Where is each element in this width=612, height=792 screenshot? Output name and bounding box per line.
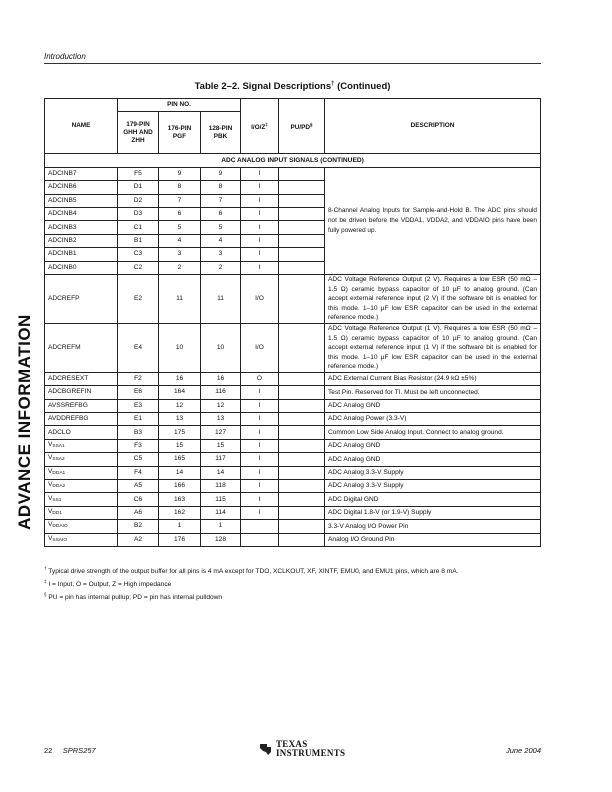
table-row xyxy=(45,453,541,466)
pupd xyxy=(279,323,325,372)
table-row xyxy=(45,167,541,180)
pupd xyxy=(279,413,325,426)
pupd xyxy=(279,372,325,385)
table-title-suffix: (Continued) xyxy=(334,81,391,93)
io-type: I xyxy=(241,386,279,399)
io-type: I xyxy=(241,453,279,466)
signal-name-text: V xyxy=(48,521,53,529)
pin-176: 16 xyxy=(159,372,201,385)
pin-179: E6 xyxy=(118,386,159,399)
pupd xyxy=(279,194,325,207)
col-pupd-mark: § xyxy=(310,121,313,127)
signal-name: ADCINB7 xyxy=(45,167,118,180)
signal-name-subscript: SSA1 xyxy=(52,444,65,450)
pin-179: C2 xyxy=(118,261,159,274)
signal-name xyxy=(45,480,118,493)
io-type xyxy=(241,533,279,546)
signal-name-text: V xyxy=(48,454,53,462)
pin-176: 3 xyxy=(159,248,201,261)
pupd xyxy=(279,506,325,519)
pupd xyxy=(279,439,325,452)
pupd xyxy=(279,167,325,180)
signal-description: ADC Analog GND xyxy=(325,399,541,412)
pin-176: 1 xyxy=(159,520,201,533)
col-pupd xyxy=(279,99,325,154)
signal-name-subscript: DDA2 xyxy=(52,484,66,490)
table-row xyxy=(45,323,541,372)
pin-179: D1 xyxy=(118,181,159,194)
signal-description: 3.3-V Analog I/O Power Pin xyxy=(325,520,541,533)
col-io-mark: ‡ xyxy=(265,121,268,127)
signal-name-text: AVDDREFBG xyxy=(48,415,89,423)
pupd xyxy=(279,533,325,546)
pin-179: E2 xyxy=(118,274,159,323)
pin-176: 176 xyxy=(159,533,201,546)
pin-176: 162 xyxy=(159,506,201,519)
pin-179: B2 xyxy=(118,520,159,533)
io-type: I xyxy=(241,234,279,247)
col-pupd-label: PU/PD xyxy=(290,123,310,131)
signal-name-text: V xyxy=(48,534,53,542)
pin-176: 13 xyxy=(159,413,201,426)
pupd xyxy=(279,493,325,506)
signal-name xyxy=(45,399,118,412)
pin-128: 118 xyxy=(201,480,241,493)
page-number: 22 xyxy=(44,746,53,755)
pupd xyxy=(279,466,325,479)
footnote xyxy=(44,577,458,590)
signal-name xyxy=(45,506,118,519)
pupd xyxy=(279,207,325,220)
footnote xyxy=(44,564,458,577)
table-row xyxy=(45,386,541,399)
col-pin-no: PIN NO. xyxy=(118,99,241,112)
pin-128: 5 xyxy=(201,221,241,234)
signal-description: ADC Analog GND xyxy=(325,453,541,466)
pupd xyxy=(279,181,325,194)
signal-name-text: ADCREFP xyxy=(48,294,80,302)
signal-name-text: ADCBGREFIN xyxy=(48,388,92,396)
io-type: I xyxy=(241,399,279,412)
pin-128: 114 xyxy=(201,506,241,519)
io-type: I xyxy=(241,426,279,439)
pin-179: C3 xyxy=(118,248,159,261)
pin-176: 11 xyxy=(159,274,201,323)
col-io-label: I/O/Z xyxy=(251,123,266,131)
footer-date: June 2004 xyxy=(505,746,541,755)
io-type: I xyxy=(241,413,279,426)
io-type: I xyxy=(241,207,279,220)
table-row xyxy=(45,520,541,533)
io-type: I xyxy=(241,493,279,506)
col-pin179: 179-PIN GHH AND ZHH xyxy=(118,112,159,154)
pin-128: 116 xyxy=(201,386,241,399)
signal-name xyxy=(45,466,118,479)
signal-description: Common Low Side Analog Input. Connect to analog ground. xyxy=(325,426,541,439)
pin-176: 163 xyxy=(159,493,201,506)
signal-description: ADC Analog 3.3-V Supply xyxy=(325,480,541,493)
pin-179: F2 xyxy=(118,372,159,385)
pin-128: 7 xyxy=(201,194,241,207)
footnote xyxy=(44,590,458,603)
table-row xyxy=(45,480,541,493)
pin-128: 8 xyxy=(201,181,241,194)
logo-line1: TEXAS xyxy=(276,739,308,749)
adcinb-description: 8-Channel Analog Inputs for Sample-and-Hold B. The ADC pins should not be driven before the VDDA1, VDDA2, and VDDAIO pins have been fully powered up. xyxy=(328,207,537,234)
section-header: Introduction xyxy=(44,52,86,61)
signal-name-subscript: DD1 xyxy=(52,511,63,516)
pin-179: F3 xyxy=(118,439,159,452)
signal-name-text: V xyxy=(48,508,53,515)
io-type: O xyxy=(241,372,279,385)
io-type: I xyxy=(241,261,279,274)
signal-name-text: V xyxy=(48,481,53,489)
header-divider xyxy=(44,63,541,64)
signal-name: ADCINB6 xyxy=(45,181,118,194)
pin-179: B3 xyxy=(118,426,159,439)
pin-128: 9 xyxy=(201,167,241,180)
pupd xyxy=(279,453,325,466)
pin-179: A6 xyxy=(118,506,159,519)
signal-name: ADCINB0 xyxy=(45,261,118,274)
signal-name-subscript: DDA1 xyxy=(52,470,66,476)
footnote-mark: ‡ xyxy=(44,578,47,584)
pupd xyxy=(279,274,325,323)
signal-name-text: V xyxy=(48,467,53,475)
signal-name: ADCINB2 xyxy=(45,234,118,247)
signal-name-text: AVSSREFBG xyxy=(48,401,88,409)
footnote-mark: † xyxy=(44,566,47,571)
table-row xyxy=(45,466,541,479)
pin-176: 164 xyxy=(159,386,201,399)
pin-128: 14 xyxy=(201,466,241,479)
pin-176: 9 xyxy=(159,167,201,180)
signal-description: ADC Voltage Reference Output (1 V). Requires a low ESR (50 mΩ – 1.5 Ω) ceramic bypass capacitor of 10 µF to analog ground. (Can accept external reference input (1 V) if the software bit is enabled for this mode. 1–10 µF low ESR capacitor can be used in the external reference mode.) xyxy=(325,323,541,372)
io-type: I xyxy=(241,480,279,493)
pin-179: D2 xyxy=(118,194,159,207)
pin-128: 6 xyxy=(201,207,241,220)
signal-name xyxy=(45,439,118,452)
pin-179: A2 xyxy=(118,533,159,546)
ti-logo-icon xyxy=(259,742,273,756)
col-pin176: 176-PIN PGF xyxy=(159,112,201,154)
footnotes xyxy=(44,564,458,603)
io-type xyxy=(241,520,279,533)
io-type: I xyxy=(241,221,279,234)
doc-number: SPRS257 xyxy=(62,746,96,755)
signal-name: ADCINB3 xyxy=(45,221,118,234)
table-row xyxy=(45,399,541,412)
pin-179: A5 xyxy=(118,480,159,493)
signal-table xyxy=(44,98,541,547)
pin-179: F5 xyxy=(118,167,159,180)
signal-name-subscript: DDAIO xyxy=(52,524,68,530)
signal-name xyxy=(45,413,118,426)
signal-name xyxy=(45,533,118,546)
col-pin128: 128-PIN PBK xyxy=(201,112,241,154)
table-row xyxy=(45,439,541,452)
signal-name-text: V xyxy=(48,494,53,502)
pin-179: B1 xyxy=(118,234,159,247)
signal-name-subscript: SS1 xyxy=(52,497,62,503)
signal-name-text: ADCREFM xyxy=(48,343,81,351)
signal-name xyxy=(45,386,118,399)
pin-176: 10 xyxy=(159,323,201,372)
io-type: I xyxy=(241,167,279,180)
pin-128: 115 xyxy=(201,493,241,506)
pin-179: C5 xyxy=(118,453,159,466)
signal-name-text: ADCLO xyxy=(48,428,71,436)
pupd xyxy=(279,426,325,439)
signal-name xyxy=(45,493,118,506)
pin-176: 8 xyxy=(159,181,201,194)
pupd xyxy=(279,221,325,234)
pupd xyxy=(279,234,325,247)
signal-name-subscript: SSA2 xyxy=(52,457,65,463)
pupd xyxy=(279,480,325,493)
pin-176: 175 xyxy=(159,426,201,439)
signal-description: ADC External Current Bias Resistor (24.9 kΩ ±5%) xyxy=(325,372,541,385)
signal-name: ADCINB1 xyxy=(45,248,118,261)
io-type: I xyxy=(241,506,279,519)
signal-description: Test Pin. Reserved for TI. Must be left unconnected. xyxy=(325,386,541,399)
pin-179: E3 xyxy=(118,399,159,412)
pupd xyxy=(279,399,325,412)
table-row xyxy=(45,533,541,546)
footnote-mark: § xyxy=(44,591,47,597)
pin-128: 128 xyxy=(201,533,241,546)
pin-176: 14 xyxy=(159,466,201,479)
table-title-text: Table 2–2. Signal Descriptions xyxy=(194,81,332,93)
table-row xyxy=(45,506,541,519)
section-row: ADC ANALOG INPUT SIGNALS (CONTINUED) xyxy=(45,154,541,167)
signal-description: ADC Analog Power (3.3-V) xyxy=(325,413,541,426)
pin-128: 13 xyxy=(201,413,241,426)
io-type: I xyxy=(241,194,279,207)
pin-128: 117 xyxy=(201,453,241,466)
pin-128: 2 xyxy=(201,261,241,274)
pin-176: 166 xyxy=(159,480,201,493)
pupd xyxy=(279,248,325,261)
pin-128: 11 xyxy=(201,274,241,323)
signal-description: ADC Analog GND xyxy=(325,439,541,452)
table-row xyxy=(45,413,541,426)
pin-179: C6 xyxy=(118,493,159,506)
col-description: DESCRIPTION xyxy=(325,99,541,154)
pin-176: 7 xyxy=(159,194,201,207)
title-footnote-mark: † xyxy=(331,81,335,87)
advance-information-label: ADVANCE INFORMATION xyxy=(15,314,34,530)
pin-176: 6 xyxy=(159,207,201,220)
signal-name xyxy=(45,520,118,533)
signal-description: ADC Analog 3.3-V Supply xyxy=(325,466,541,479)
pin-179: E1 xyxy=(118,413,159,426)
pin-179: E4 xyxy=(118,323,159,372)
pupd xyxy=(279,520,325,533)
table-row xyxy=(45,372,541,385)
signal-name xyxy=(45,372,118,385)
table-row xyxy=(45,426,541,439)
io-type: I xyxy=(241,439,279,452)
io-type: I xyxy=(241,181,279,194)
table-row xyxy=(45,274,541,323)
pin-128: 4 xyxy=(201,234,241,247)
signal-description: ADC Voltage Reference Output (2 V). Requires a low ESR (50 mΩ – 1.5 Ω) ceramic bypass capacitor of 10 µF to analog ground. (Can accept external reference input (2 V) if the software bit is enabled for this mode. 1–10 µF low ESR capacitor can be used in the external reference mode.) xyxy=(325,274,541,323)
io-type: I/O xyxy=(241,274,279,323)
pin-128: 15 xyxy=(201,439,241,452)
ti-logo xyxy=(259,740,345,758)
signal-name xyxy=(45,274,118,323)
signal-description: Analog I/O Ground Pin xyxy=(325,533,541,546)
pin-176: 4 xyxy=(159,234,201,247)
footer-page xyxy=(44,746,96,755)
pupd xyxy=(279,386,325,399)
signal-description: ADC Digital 1.8-V (or 1.9-V) Supply xyxy=(325,506,541,519)
footnote-text: PU = pin has internal pullup; PD = pin has internal pulldown xyxy=(46,594,223,602)
signal-description: ADC Digital GND xyxy=(325,493,541,506)
pin-128: 12 xyxy=(201,399,241,412)
footnote-text: Typical drive strength of the output buffer for all pins is 4 mA except for TDO, XCLKOUT, XF, XINTF, EMU0, and EMU1 pins, which are 8 mA. xyxy=(46,568,459,576)
pin-176: 165 xyxy=(159,453,201,466)
pin-179: C1 xyxy=(118,221,159,234)
pin-176: 15 xyxy=(159,439,201,452)
logo-line2: INSTRUMENTS xyxy=(276,748,346,758)
pin-179: F4 xyxy=(118,466,159,479)
signal-name-subscript: SSAIO xyxy=(52,537,68,543)
pin-176: 12 xyxy=(159,399,201,412)
signal-name: ADCINB5 xyxy=(45,194,118,207)
footnote-text: I = Input, O = Output, Z = High impedance xyxy=(46,581,172,589)
pin-128: 10 xyxy=(201,323,241,372)
io-type: I xyxy=(241,466,279,479)
pin-128: 3 xyxy=(201,248,241,261)
pin-128: 127 xyxy=(201,426,241,439)
signal-description xyxy=(325,167,541,274)
pupd xyxy=(279,261,325,274)
io-type: I xyxy=(241,248,279,261)
signal-name xyxy=(45,426,118,439)
pin-176: 2 xyxy=(159,261,201,274)
table-row xyxy=(45,493,541,506)
pin-176: 5 xyxy=(159,221,201,234)
signal-name xyxy=(45,323,118,372)
signal-name: ADCINB4 xyxy=(45,207,118,220)
pin-128: 16 xyxy=(201,372,241,385)
io-type: I/O xyxy=(241,323,279,372)
table-title xyxy=(44,81,541,92)
col-name: NAME xyxy=(45,99,118,154)
pin-179: D3 xyxy=(118,207,159,220)
signal-name-text: V xyxy=(48,441,53,449)
signal-name-text: ADCRESEXT xyxy=(48,375,89,383)
pin-128: 1 xyxy=(201,520,241,533)
signal-name xyxy=(45,453,118,466)
col-io xyxy=(241,99,279,154)
